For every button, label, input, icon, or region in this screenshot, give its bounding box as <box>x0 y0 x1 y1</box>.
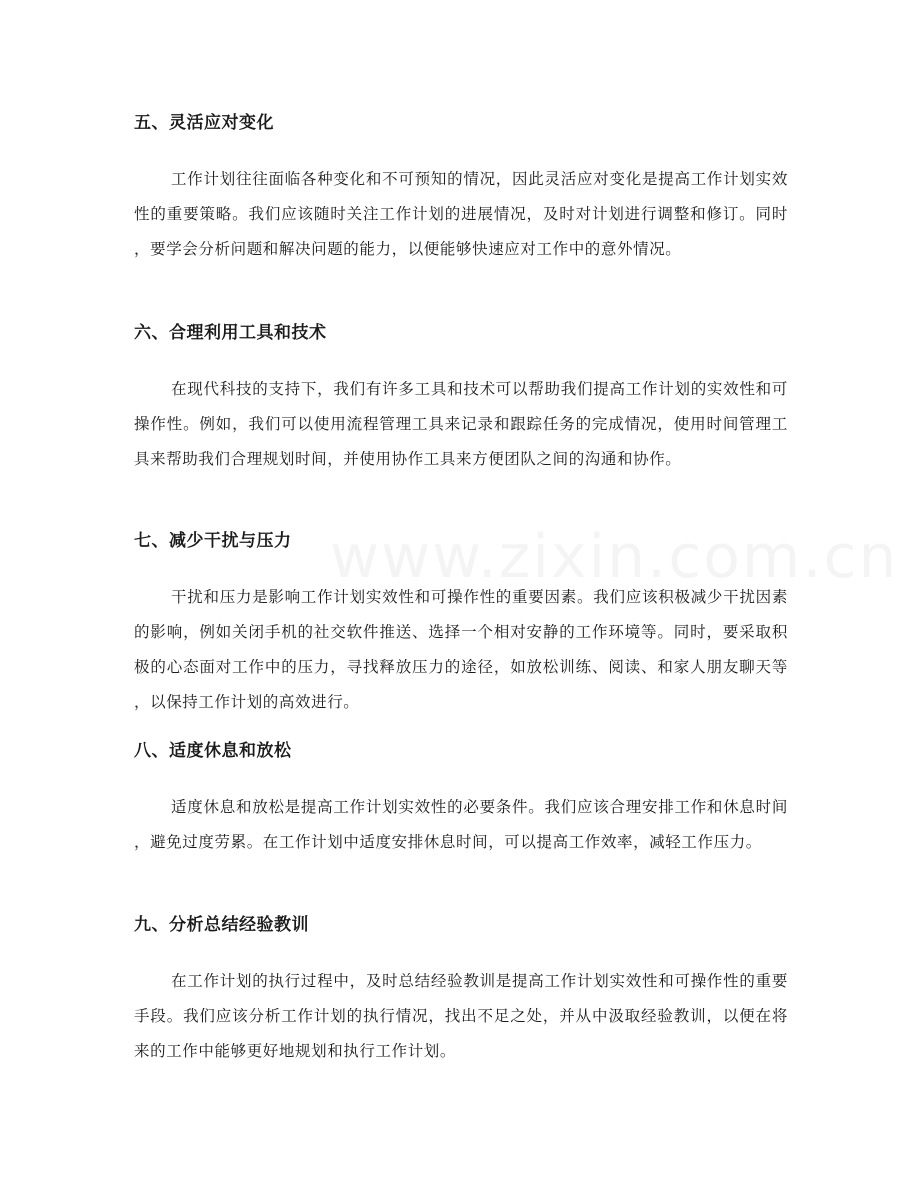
section-7 <box>134 530 788 720</box>
section-heading: 七、减少干扰与压力 <box>134 531 292 551</box>
section-8 <box>134 740 788 860</box>
section-5 <box>134 112 788 267</box>
section-paragraph: 干扰和压力是影响工作计划实效性和可操作性的重要因素。我们应该积极减少干扰因素的影响，例如关闭手机的社交软件推送、选择一个相对安静的工作环境等。同时，要采取积极的心态面对工作中的压力，寻找释放压力的途径，如放松训练、阅读、和家人朋友聊天等，以保持工作计划的高效进行。 <box>134 588 788 711</box>
section-6 <box>134 322 788 477</box>
section-9 <box>134 914 788 1069</box>
section-paragraph: 在工作计划的执行过程中，及时总结经验教训是提高工作计划实效性和可操作性的重要手段。我们应该分析工作计划的执行情况，找出不足之处，并从中汲取经验教训，以便在将来的工作中能够更好地规划和执行工作计划。 <box>134 972 788 1060</box>
section-heading: 八、适度休息和放松 <box>134 741 292 761</box>
section-heading: 九、分析总结经验教训 <box>134 915 309 935</box>
section-heading: 六、合理利用工具和技术 <box>134 323 327 343</box>
section-paragraph: 适度休息和放松是提高工作计划实效性的必要条件。我们应该合理安排工作和休息时间，避免过度劳累。在工作计划中适度安排休息时间，可以提高工作效率，减轻工作压力。 <box>134 798 788 851</box>
section-paragraph: 在现代科技的支持下，我们有许多工具和技术可以帮助我们提高工作计划的实效性和可操作性。例如，我们可以使用流程管理工具来记录和跟踪任务的完成情况，使用时间管理工具来帮助我们合理规划时间，并使用协作工具来方便团队之间的沟通和协作。 <box>134 380 788 468</box>
section-paragraph: 工作计划往往面临各种变化和不可预知的情况，因此灵活应对变化是提高工作计划实效性的重要策略。我们应该随时关注工作计划的进展情况，及时对计划进行调整和修订。同时，要学会分析问题和解决问题的能力，以便能够快速应对工作中的意外情况。 <box>134 170 788 258</box>
section-heading: 五、灵活应对变化 <box>134 113 274 133</box>
